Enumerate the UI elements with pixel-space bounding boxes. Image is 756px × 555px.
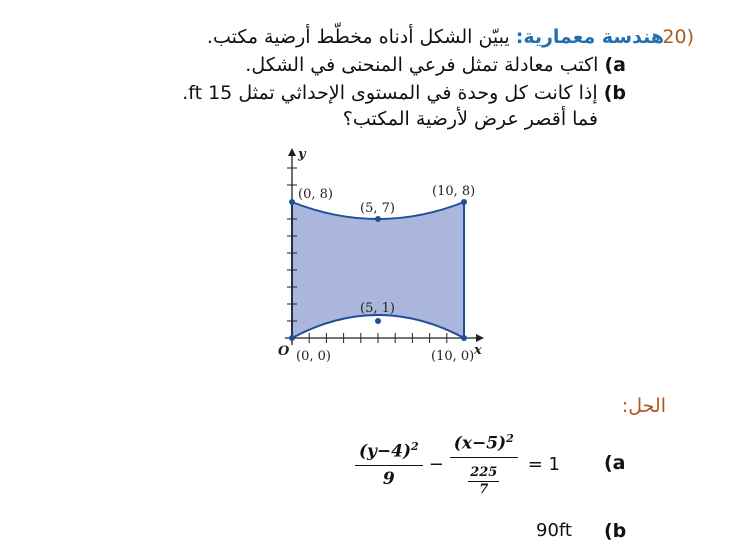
shaded-region [292, 202, 464, 338]
part-b-line2 [343, 108, 598, 130]
y-axis-label: y [298, 147, 306, 162]
hyperbola-equation [355, 432, 566, 497]
point-0-0 [289, 335, 295, 341]
origin-label: O [278, 344, 290, 359]
part-b-text2: فما أقصر عرض لأرضية المكتب؟ [342, 108, 598, 130]
label-5-1: (5, 1) [360, 301, 395, 316]
fraction-2: $\frac{(x-5)^2}{\frac{225}{7}}$ [450, 432, 518, 497]
part-b-line [182, 82, 626, 104]
x-axis-arrow [476, 334, 484, 342]
question-number: 20) [662, 26, 694, 48]
equals-one: = 1 [527, 453, 561, 475]
y-axis-arrow [288, 148, 296, 156]
fraction-1: $\frac{(y-4)^2}{9}$ [355, 440, 423, 489]
label-0-0: (0, 0) [296, 349, 331, 364]
part-a-line [245, 54, 626, 76]
label-10-0: (10, 0) [431, 349, 475, 364]
minus-sign: − [428, 453, 444, 475]
point-0-8 [289, 199, 295, 205]
point-10-8 [461, 199, 467, 205]
part-b-text: إذا كانت كل وحدة في المستوى الإحداثي تمثل 15 ft. [182, 82, 598, 104]
part-b-label: b) [603, 82, 626, 104]
part-a-label: a) [604, 54, 626, 76]
point-5-1 [375, 318, 381, 324]
point-5-7 [375, 216, 381, 222]
label-5-7: (5, 7) [360, 201, 395, 216]
office-floor-graph [270, 140, 500, 370]
solution-b-label: (b [604, 520, 627, 542]
point-10-0 [461, 335, 467, 341]
solution-a-label: (a [604, 452, 626, 474]
question-title: هندسة معمارية: [515, 26, 664, 48]
part-a-text: اكتب معادلة تمثل فرعي المنحنى في الشكل. [245, 54, 599, 76]
x-axis-label: x [474, 343, 482, 358]
label-10-8: (10, 8) [432, 184, 476, 199]
solution-label: الحل: [621, 395, 666, 417]
label-0-8: (0, 8) [298, 187, 333, 202]
question-intro-line [207, 26, 664, 48]
question-intro: يبيّن الشكل أدناه مخطّط أرضية مكتب. [206, 26, 510, 48]
solution-b-answer: 90ft [536, 520, 572, 541]
